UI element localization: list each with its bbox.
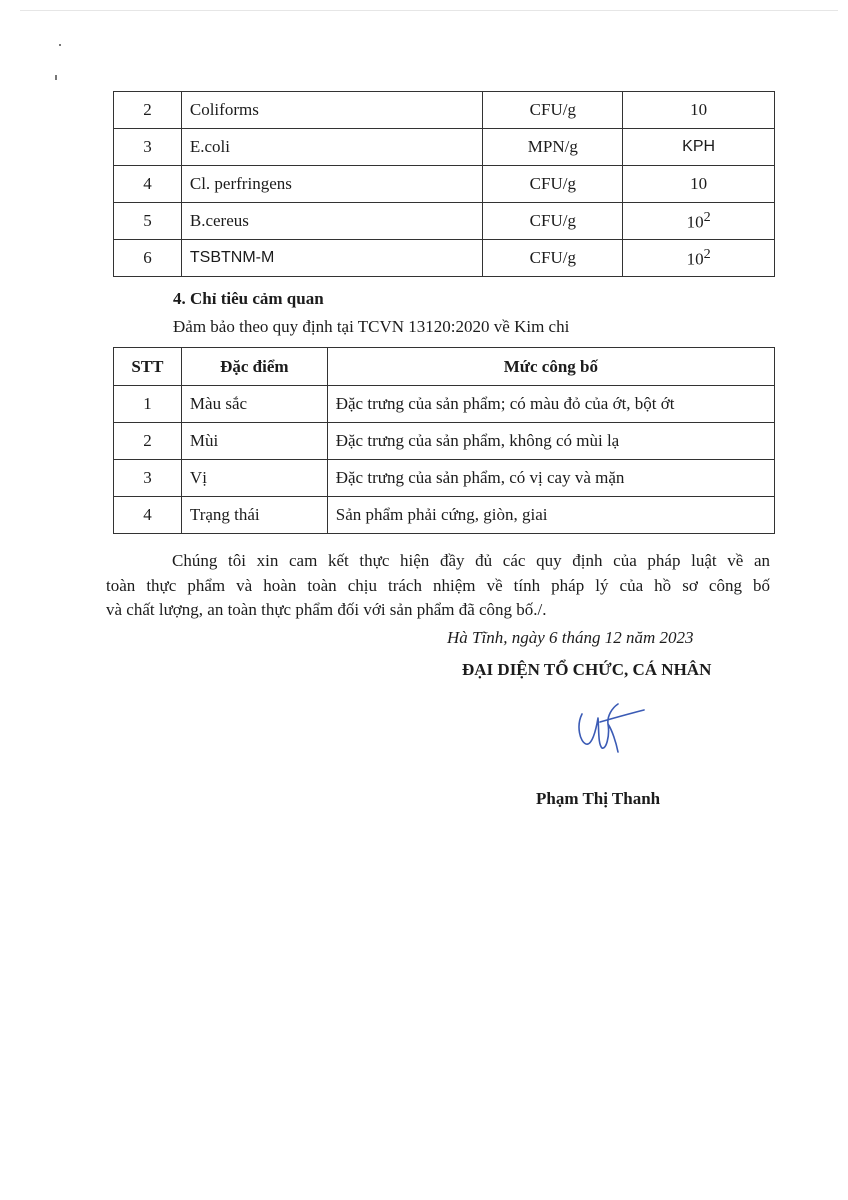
- stt-cell: 6: [114, 240, 182, 277]
- level-cell: Đặc trưng của sản phẩm, có vị cay và mặn: [327, 460, 774, 497]
- table-header-row: [114, 348, 775, 386]
- table-row: [114, 423, 775, 460]
- feature-cell: Trạng thái: [181, 497, 327, 534]
- unit-cell: CFU/g: [483, 203, 623, 240]
- table-row: [114, 203, 775, 240]
- stt-cell: 2: [114, 92, 182, 129]
- value-cell: [623, 203, 775, 240]
- level-cell: Sản phẩm phải cứng, giòn, giai: [327, 497, 774, 534]
- value-cell: [623, 92, 775, 129]
- stt-cell: 4: [114, 497, 182, 534]
- exponent: 2: [703, 209, 711, 226]
- handwritten-signature: [568, 700, 648, 760]
- representative-title: ĐẠI DIỆN TỔ CHỨC, CÁ NHÂN: [462, 660, 712, 679]
- stt-cell: 1: [114, 386, 182, 423]
- section-heading: 4. Chỉ tiêu cảm quan: [173, 289, 324, 308]
- indicator-cell: Cl. perfringens: [181, 166, 483, 203]
- commitment-line: toàn thực phẩm và hoàn toàn chịu trách nhiệm về tính pháp lý của hồ sơ công bố: [106, 575, 770, 595]
- indicator-cell: Coliforms: [181, 92, 483, 129]
- table-row: [114, 129, 775, 166]
- header-level: Mức công bố: [327, 348, 774, 386]
- value-text: 10: [690, 100, 708, 119]
- stt-cell: 4: [114, 166, 182, 203]
- indicator-cell: B.cereus: [181, 203, 483, 240]
- indicator-cell: TSBTNM-M: [181, 240, 483, 277]
- stt-cell: 3: [114, 460, 182, 497]
- feature-cell: Mùi: [181, 423, 327, 460]
- value-text: KPH: [682, 138, 716, 155]
- feature-cell: Vị: [181, 460, 327, 497]
- value-cell: [623, 240, 775, 277]
- value-text: 10: [686, 212, 704, 232]
- unit-cell: MPN/g: [483, 129, 623, 166]
- commitment-paragraph: [106, 549, 770, 623]
- place-date: Hà Tĩnh, ngày 6 tháng 12 năm 2023: [447, 628, 694, 647]
- commitment-line: và chất lượng, an toàn thực phẩm đối với sản phẩm đã công bố./.: [106, 600, 547, 619]
- stt-cell: 3: [114, 129, 182, 166]
- stt-cell: 2: [114, 423, 182, 460]
- unit-cell: CFU/g: [483, 92, 623, 129]
- table-row: [114, 240, 775, 277]
- level-cell: Đặc trưng của sản phẩm, không có mùi lạ: [327, 423, 774, 460]
- unit-cell: CFU/g: [483, 240, 623, 277]
- value-cell: [623, 129, 775, 166]
- level-cell: Đặc trưng của sản phẩm; có màu đỏ của ớt, bột ớt: [327, 386, 774, 423]
- scan-speck: [55, 75, 57, 80]
- signer-name: Phạm Thị Thanh: [536, 789, 661, 808]
- commitment-line: Chúng tôi xin cam kết thực hiện đầy đủ các quy định của pháp luật về an: [172, 551, 770, 570]
- feature-cell: Màu sắc: [181, 386, 327, 423]
- table-row: [114, 497, 775, 534]
- value-text: 10: [690, 174, 708, 193]
- page-edge-line: [20, 10, 838, 11]
- value-cell: [623, 166, 775, 203]
- table-row: [114, 460, 775, 497]
- header-stt: STT: [114, 348, 182, 386]
- scan-speck: [59, 44, 61, 46]
- table-row: [114, 166, 775, 203]
- value-text: 10: [686, 249, 704, 269]
- table-row: [114, 92, 775, 129]
- stt-cell: 5: [114, 203, 182, 240]
- section-intro: Đảm bảo theo quy định tại TCVN 13120:2020 về Kim chi: [173, 317, 570, 336]
- header-feature: Đặc điểm: [181, 348, 327, 386]
- sensory-table: [113, 347, 775, 534]
- indicator-cell: E.coli: [181, 129, 483, 166]
- table-row: [114, 386, 775, 423]
- unit-cell: CFU/g: [483, 166, 623, 203]
- exponent: 2: [703, 246, 711, 263]
- microbiology-table: [113, 91, 775, 277]
